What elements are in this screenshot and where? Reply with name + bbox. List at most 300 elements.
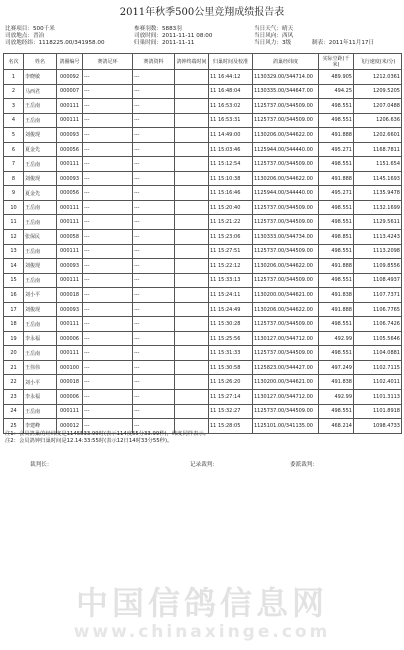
cell-clock-time	[175, 302, 209, 317]
cell-ring: ---	[83, 346, 133, 361]
table-row	[4, 171, 402, 186]
cell-speed: 1132.1699	[354, 200, 402, 215]
cell-bird-info: ---	[133, 302, 175, 317]
signature-record-referee: 记录裁判：	[190, 462, 218, 468]
cell-distance: 498.551	[319, 404, 354, 419]
cell-coords: 1125944.00/344440.00	[253, 142, 319, 157]
meta-right	[254, 26, 293, 47]
cell-coords: 1130127.00/344712.00	[253, 331, 319, 346]
cell-coords: 1130200.00/344621.00	[253, 288, 319, 303]
cell-distance: 498.851	[319, 230, 354, 245]
cell-clock-time	[175, 186, 209, 201]
table-row	[4, 404, 402, 419]
table-row	[4, 186, 402, 201]
cell-clock-time	[175, 113, 209, 128]
cell-clock-time	[175, 70, 209, 85]
cell-coords: 1130206.00/344622.00	[253, 302, 319, 317]
cell-bird-info: ---	[133, 346, 175, 361]
cell-arrival: 11 15:24:11	[209, 288, 253, 303]
cell-distance: 498.551	[319, 99, 354, 114]
cell-bird-info: ---	[133, 200, 175, 215]
signature-chief-referee: 裁判长：	[30, 462, 53, 468]
table-row	[4, 113, 402, 128]
cell-arrival: 11 15:10:38	[209, 171, 253, 186]
meta-entries: 参赛羽数：5883羽	[134, 26, 182, 32]
cell-loft-id: 000058	[57, 230, 83, 245]
cell-ring: ---	[83, 200, 133, 215]
cell-speed: 1109.8556	[354, 259, 402, 274]
cell-name: 张保民	[24, 230, 57, 245]
meta-wind-direction: 当日风向：西风	[254, 33, 294, 39]
cell-speed: 1129.5611	[354, 215, 402, 230]
cell-coords: 1130206.00/344622.00	[253, 128, 319, 143]
cell-arrival: 11 14:49:00	[209, 128, 253, 143]
cell-clock-time	[175, 215, 209, 230]
cell-rank: 20	[4, 346, 24, 361]
cell-clock-time	[175, 84, 209, 99]
cell-distance: 498.551	[319, 317, 354, 332]
cell-speed: 1108.4937	[354, 273, 402, 288]
cell-arrival: 11 15:21:22	[209, 215, 253, 230]
cell-bird-info: ---	[133, 288, 175, 303]
cell-ring: ---	[83, 390, 133, 405]
cell-rank: 5	[4, 128, 24, 143]
cell-ring: ---	[83, 259, 133, 274]
cell-distance: 494.25	[319, 84, 354, 99]
cell-loft-id: 000111	[57, 317, 83, 332]
table-row	[4, 331, 402, 346]
meta-wind-force: 当日风力：3级	[254, 40, 292, 46]
cell-clock-time	[175, 259, 209, 274]
header-clock-time: 鸽钟终端时间	[175, 54, 209, 70]
cell-bird-info: ---	[133, 375, 175, 390]
cell-coords: 1125823.00/344427.00	[253, 360, 319, 375]
cell-ring: ---	[83, 419, 133, 434]
cell-clock-time	[175, 317, 209, 332]
cell-distance: 491.838	[319, 375, 354, 390]
cell-ring: ---	[83, 273, 133, 288]
watermark-site-url: www.chinaxinge.com	[73, 622, 331, 642]
cell-speed: 1104.0881	[354, 346, 402, 361]
cell-distance: 498.551	[319, 244, 354, 259]
cell-bird-info: ---	[133, 317, 175, 332]
cell-clock-time	[175, 128, 209, 143]
cell-loft-id: 000093	[57, 171, 83, 186]
cell-distance: 492.99	[319, 331, 354, 346]
meta-issue-date: 制表：2011年11月17日	[312, 40, 375, 46]
cell-bird-info: ---	[133, 113, 175, 128]
cell-arrival: 11 16:53:31	[209, 113, 253, 128]
cell-rank: 1	[4, 70, 24, 85]
cell-loft-id: 000111	[57, 215, 83, 230]
cell-name: 王岳南	[24, 200, 57, 215]
cell-rank: 22	[4, 375, 24, 390]
header-distance: 实际空距(千米)	[319, 54, 354, 70]
table-row	[4, 230, 402, 245]
meta-return-time: 归巢时间：2011-11-11	[134, 40, 195, 46]
table-row	[4, 157, 402, 172]
cell-bird-info: ---	[133, 99, 175, 114]
cell-distance: 498.551	[319, 346, 354, 361]
cell-rank: 13	[4, 244, 24, 259]
cell-name: 刘俊现	[24, 171, 57, 186]
cell-loft-id: 000092	[57, 70, 83, 85]
table-row	[4, 302, 402, 317]
cell-loft-id: 000018	[57, 375, 83, 390]
cell-speed: 1212.0361	[354, 70, 402, 85]
cell-speed: 1101.3113	[354, 390, 402, 405]
cell-arrival: 11 15:25:56	[209, 331, 253, 346]
cell-arrival: 11 15:26:20	[209, 375, 253, 390]
cell-loft-id: 000006	[57, 390, 83, 405]
cell-name: 王岳南	[24, 244, 57, 259]
cell-rank: 10	[4, 200, 24, 215]
cell-loft-id: 000056	[57, 142, 83, 157]
cell-distance: 468.214	[319, 419, 354, 434]
cell-bird-info: ---	[133, 390, 175, 405]
cell-clock-time	[175, 157, 209, 172]
watermark-site-name: 中国信鸽信息网	[75, 584, 328, 622]
cell-arrival: 11 16:53:02	[209, 99, 253, 114]
cell-arrival: 11 15:20:40	[209, 200, 253, 215]
cell-rank: 21	[4, 360, 24, 375]
cell-loft-id: 000056	[57, 186, 83, 201]
cell-rank: 24	[4, 404, 24, 419]
meta-release-time: 司放时间：2011-11-11 08:00	[134, 33, 213, 39]
cell-coords: 1130127.00/344712.00	[253, 390, 319, 405]
cell-bird-info: ---	[133, 244, 175, 259]
meta-weather: 当日天气：晴天	[254, 26, 294, 32]
cell-arrival: 11 15:16:46	[209, 186, 253, 201]
cell-arrival: 11 16:44:12	[209, 70, 253, 85]
cell-distance: 498.551	[319, 215, 354, 230]
cell-arrival: 11 15:30:58	[209, 360, 253, 375]
cell-loft-id: 000111	[57, 273, 83, 288]
header-ring: 赛鸽足环	[83, 54, 133, 70]
cell-coords: 1125737.00/344509.00	[253, 404, 319, 419]
cell-ring: ---	[83, 375, 133, 390]
cell-ring: ---	[83, 244, 133, 259]
cell-ring: ---	[83, 288, 133, 303]
cell-coords: 1125737.00/344509.00	[253, 244, 319, 259]
cell-ring: ---	[83, 171, 133, 186]
cell-arrival: 11 15:23:06	[209, 230, 253, 245]
cell-clock-time	[175, 171, 209, 186]
cell-bird-info: ---	[133, 259, 175, 274]
table-row	[4, 288, 402, 303]
cell-speed: 1107.7371	[354, 288, 402, 303]
cell-clock-time	[175, 331, 209, 346]
cell-loft-id: 000100	[57, 360, 83, 375]
cell-distance: 498.551	[319, 113, 354, 128]
cell-name: 刘俊现	[24, 302, 57, 317]
meta-left	[5, 26, 105, 47]
cell-loft-id: 000111	[57, 244, 83, 259]
table-row	[4, 200, 402, 215]
cell-speed: 1209.5205	[354, 84, 402, 99]
cell-loft-id: 000093	[57, 128, 83, 143]
cell-distance: 498.551	[319, 157, 354, 172]
cell-name: 刘俊现	[24, 128, 57, 143]
cell-clock-time	[175, 230, 209, 245]
cell-bird-info: ---	[133, 360, 175, 375]
cell-clock-time	[175, 346, 209, 361]
cell-bird-info: ---	[133, 331, 175, 346]
cell-name: 李永福	[24, 390, 57, 405]
meta-mid	[134, 26, 212, 47]
cell-rank: 3	[4, 99, 24, 114]
cell-coords: 1130335.00/344647.00	[253, 84, 319, 99]
cell-distance: 495.271	[319, 186, 354, 201]
cell-clock-time	[175, 244, 209, 259]
cell-loft-id: 000093	[57, 259, 83, 274]
cell-rank: 14	[4, 259, 24, 274]
cell-arrival: 11 16:48:04	[209, 84, 253, 99]
meta-event: 比赛项目：500千米	[5, 26, 55, 32]
header-speed: 飞行速度(米/分)	[354, 54, 402, 70]
cell-name: 刘俊现	[24, 259, 57, 274]
cell-speed: 1106.7765	[354, 302, 402, 317]
cell-clock-time	[175, 142, 209, 157]
table-row	[4, 375, 402, 390]
cell-arrival: 11 15:24:49	[209, 302, 253, 317]
cell-bird-info: ---	[133, 157, 175, 172]
cell-coords: 1130206.00/344622.00	[253, 259, 319, 274]
cell-name: 王岳南	[24, 215, 57, 230]
cell-coords: 1125737.00/344509.00	[253, 157, 319, 172]
cell-rank: 11	[4, 215, 24, 230]
cell-speed: 1102.7115	[354, 360, 402, 375]
cell-coords: 1125101.00/341135.00	[253, 419, 319, 434]
cell-rank: 2	[4, 84, 24, 99]
cell-rank: 7	[4, 157, 24, 172]
header-name: 姓名	[24, 54, 57, 70]
cell-coords: 1125737.00/344509.00	[253, 215, 319, 230]
cell-loft-id: 000111	[57, 404, 83, 419]
cell-name: 刘小平	[24, 375, 57, 390]
cell-name: 王岳南	[24, 317, 57, 332]
results-table	[3, 53, 402, 434]
cell-clock-time	[175, 273, 209, 288]
cell-speed: 1106.7426	[354, 317, 402, 332]
table-row	[4, 84, 402, 99]
cell-coords: 1130200.00/344621.00	[253, 375, 319, 390]
cell-speed: 1207.0488	[354, 99, 402, 114]
header-rank: 名次	[4, 54, 24, 70]
cell-speed: 1168.7811	[354, 142, 402, 157]
table-row	[4, 390, 402, 405]
cell-clock-time	[175, 390, 209, 405]
table-row	[4, 128, 402, 143]
cell-speed: 1113.2098	[354, 244, 402, 259]
cell-name: 李建峰	[24, 419, 57, 434]
cell-rank: 16	[4, 288, 24, 303]
cell-coords: 1125737.00/344509.00	[253, 346, 319, 361]
cell-clock-time	[175, 288, 209, 303]
footnotes	[5, 431, 209, 444]
cell-bird-info: ---	[133, 84, 175, 99]
cell-coords: 1125737.00/344509.00	[253, 317, 319, 332]
cell-ring: ---	[83, 128, 133, 143]
cell-arrival: 11 15:22:12	[209, 259, 253, 274]
cell-name: 王岳南	[24, 99, 57, 114]
cell-distance: 489.905	[319, 70, 354, 85]
cell-speed: 1105.5646	[354, 331, 402, 346]
cell-ring: ---	[83, 113, 133, 128]
table-row	[4, 346, 402, 361]
cell-speed: 1102.4011	[354, 375, 402, 390]
cell-arrival: 11 15:32:27	[209, 404, 253, 419]
cell-bird-info: ---	[133, 215, 175, 230]
cell-rank: 4	[4, 113, 24, 128]
cell-speed: 1113.4243	[354, 230, 402, 245]
cell-name: 王岳南	[24, 113, 57, 128]
cell-loft-id: 000111	[57, 113, 83, 128]
cell-coords: 1130329.00/344714.00	[253, 70, 319, 85]
cell-distance: 495.271	[319, 142, 354, 157]
cell-ring: ---	[83, 317, 133, 332]
cell-clock-time	[175, 404, 209, 419]
table-body	[4, 70, 402, 434]
cell-speed: 1098.4733	[354, 419, 402, 434]
table-row	[4, 215, 402, 230]
table-header-row	[4, 54, 402, 70]
table-row	[4, 259, 402, 274]
cell-name: 马西君	[24, 84, 57, 99]
cell-distance: 491.838	[319, 288, 354, 303]
cell-loft-id: 000012	[57, 419, 83, 434]
cell-coords: 1130206.00/344622.00	[253, 171, 319, 186]
cell-bird-info: ---	[133, 273, 175, 288]
cell-speed: 1145.1693	[354, 171, 402, 186]
cell-rank: 9	[4, 186, 24, 201]
cell-clock-time	[175, 375, 209, 390]
cell-coords: 1125944.00/344440.00	[253, 186, 319, 201]
cell-name: 王岳南	[24, 346, 57, 361]
cell-distance: 498.551	[319, 200, 354, 215]
cell-rank: 25	[4, 419, 24, 434]
cell-loft-id: 000093	[57, 302, 83, 317]
cell-ring: ---	[83, 142, 133, 157]
cell-name: 夏金先	[24, 142, 57, 157]
cell-coords: 1130333.00/344734.00	[253, 230, 319, 245]
cell-ring: ---	[83, 230, 133, 245]
cell-arrival: 11 15:31:33	[209, 346, 253, 361]
cell-bird-info: ---	[133, 142, 175, 157]
footnote-2: 注2：会员鸽钟归巢时间是12.14:33:55时(表示12日14时33分55秒)。	[5, 437, 173, 444]
cell-ring: ---	[83, 302, 133, 317]
cell-clock-time	[175, 360, 209, 375]
header-coords: 鸽巢经纬度	[253, 54, 319, 70]
meta-release-site: 司放地点：晋冶	[5, 33, 45, 39]
table-row	[4, 317, 402, 332]
meta-release-coords: 司放地经纬：1118225.00/341958.00	[5, 40, 105, 46]
cell-distance: 498.551	[319, 273, 354, 288]
cell-speed: 1206.636	[354, 113, 402, 128]
cell-name: 王岳南	[24, 273, 57, 288]
table-row	[4, 70, 402, 85]
cell-coords: 1125737.00/344509.00	[253, 113, 319, 128]
cell-clock-time	[175, 200, 209, 215]
cell-bird-info: ---	[133, 128, 175, 143]
cell-bird-info: ---	[133, 186, 175, 201]
cell-bird-info: ---	[133, 171, 175, 186]
cell-name: 王岳南	[24, 157, 57, 172]
table-row	[4, 360, 402, 375]
cell-rank: 19	[4, 331, 24, 346]
cell-ring: ---	[83, 186, 133, 201]
cell-name: 王伟伟	[24, 360, 57, 375]
cell-rank: 6	[4, 142, 24, 157]
cell-distance: 491.888	[319, 302, 354, 317]
cell-arrival: 11 15:27:51	[209, 244, 253, 259]
cell-bird-info: ---	[133, 404, 175, 419]
cell-name: 王岳南	[24, 404, 57, 419]
signature-delegate-referee: 委派裁判：	[290, 462, 318, 468]
cell-rank: 15	[4, 273, 24, 288]
cell-rank: 12	[4, 230, 24, 245]
cell-loft-id: 000111	[57, 157, 83, 172]
cell-name: 刘小平	[24, 288, 57, 303]
cell-ring: ---	[83, 404, 133, 419]
cell-arrival: 11 15:30:28	[209, 317, 253, 332]
cell-distance: 492.99	[319, 390, 354, 405]
cell-loft-id: 000018	[57, 288, 83, 303]
cell-name: 夏金先	[24, 186, 57, 201]
table-row	[4, 99, 402, 114]
cell-ring: ---	[83, 70, 133, 85]
cell-name: 李晓敏	[24, 70, 57, 85]
cell-coords: 1125737.00/344509.00	[253, 200, 319, 215]
cell-distance: 491.888	[319, 259, 354, 274]
cell-rank: 18	[4, 317, 24, 332]
cell-name: 李永福	[24, 331, 57, 346]
cell-coords: 1125737.00/344509.00	[253, 273, 319, 288]
header-loft-id: 鸽圈编号	[57, 54, 83, 70]
table-row	[4, 244, 402, 259]
table-row	[4, 273, 402, 288]
cell-ring: ---	[83, 360, 133, 375]
cell-arrival: 11 15:33:13	[209, 273, 253, 288]
table-row	[4, 142, 402, 157]
cell-speed: 1151.654	[354, 157, 402, 172]
cell-ring: ---	[83, 331, 133, 346]
cell-loft-id: 000007	[57, 84, 83, 99]
cell-arrival: 11 15:03:46	[209, 142, 253, 157]
cell-arrival: 11 15:12:54	[209, 157, 253, 172]
cell-distance: 497.249	[319, 360, 354, 375]
cell-speed: 1202.6601	[354, 128, 402, 143]
cell-arrival: 11 15:27:14	[209, 390, 253, 405]
cell-loft-id: 000111	[57, 200, 83, 215]
cell-rank: 17	[4, 302, 24, 317]
cell-rank: 23	[4, 390, 24, 405]
cell-loft-id: 000111	[57, 99, 83, 114]
cell-bird-info: ---	[133, 419, 175, 434]
cell-rank: 8	[4, 171, 24, 186]
header-bird-info: 赛鸽资料	[133, 54, 175, 70]
document-title: 2011年秋季500公里竞翔成绩报告表	[119, 7, 285, 18]
footnote-1: 注1：会员鸽巢的经纬度是1145533.99时(表示114度55分33.99秒)，纬度同样表示。	[5, 431, 209, 437]
cell-distance: 491.888	[319, 171, 354, 186]
cell-arrival: 11 15:28:05	[209, 419, 253, 434]
cell-speed: 1101.8918	[354, 404, 402, 419]
cell-bird-info: ---	[133, 70, 175, 85]
cell-loft-id: 000111	[57, 346, 83, 361]
cell-loft-id: 000006	[57, 331, 83, 346]
cell-ring: ---	[83, 84, 133, 99]
header-arrival: 归巢时间及校准	[209, 54, 253, 70]
